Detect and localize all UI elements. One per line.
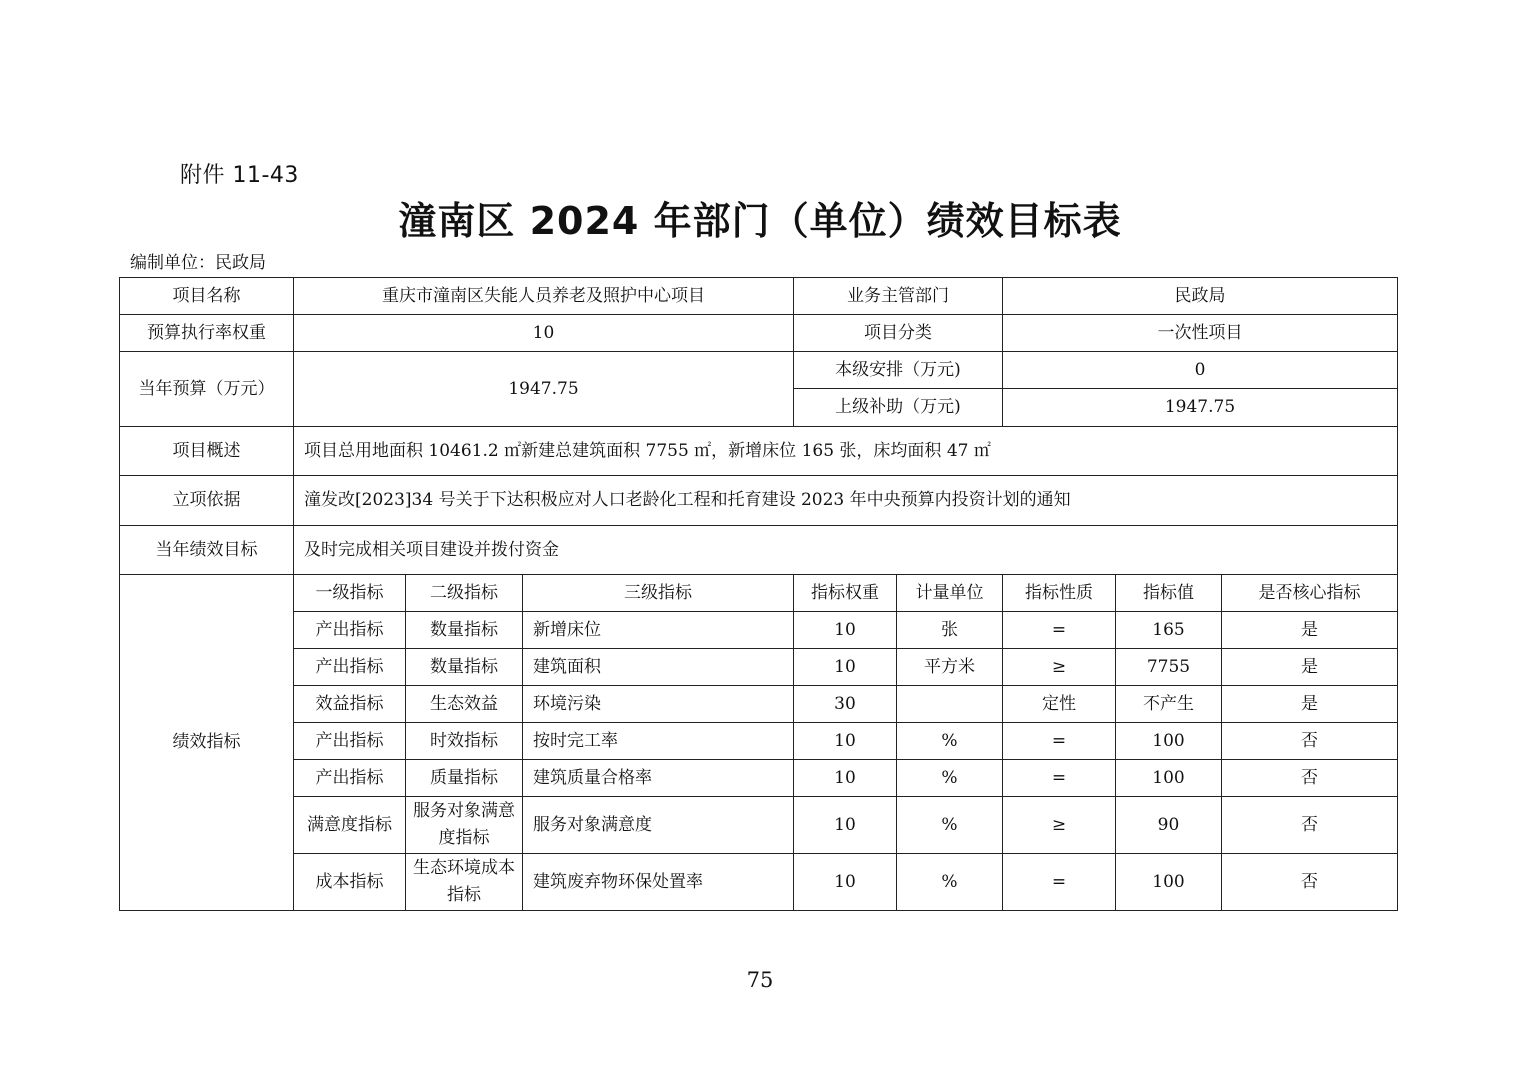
page-title: 潼南区 2024 年部门（单位）绩效目标表 [398, 199, 1122, 243]
cell-unit [897, 686, 1003, 723]
cell-level2: 服务对象满意度指标 [406, 797, 523, 854]
row-weight [120, 315, 1398, 352]
cell-level2: 数量指标 [406, 612, 523, 649]
budget-label: 当年预算（万元） [120, 352, 294, 427]
cell-level3: 环境污染 [523, 686, 794, 723]
local-label: 本级安排（万元) [794, 352, 1003, 389]
indicators-section-label: 绩效指标 [120, 575, 294, 911]
row-goal [120, 526, 1398, 575]
indicator-row [120, 723, 1398, 760]
indicator-header-row [120, 575, 1398, 612]
cell-value: 165 [1116, 612, 1222, 649]
header-unit: 计量单位 [897, 575, 1003, 612]
superior-value: 1947.75 [1003, 389, 1398, 427]
local-value: 0 [1003, 352, 1398, 389]
page-number: 75 [746, 968, 774, 992]
cell-nature: = [1003, 723, 1116, 760]
cell-core: 否 [1222, 723, 1398, 760]
cell-value: 7755 [1116, 649, 1222, 686]
cell-weight: 10 [794, 797, 897, 854]
goal-text: 及时完成相关项目建设并拨付资金 [294, 526, 1398, 575]
cell-level3: 建筑废弃物环保处置率 [523, 854, 794, 911]
budget-value: 1947.75 [294, 352, 794, 427]
category-value: 一次性项目 [1003, 315, 1398, 352]
cell-unit: 张 [897, 612, 1003, 649]
cell-unit: 平方米 [897, 649, 1003, 686]
weight-value: 10 [294, 315, 794, 352]
goal-label: 当年绩效目标 [120, 526, 294, 575]
cell-nature: = [1003, 854, 1116, 911]
cell-core: 否 [1222, 854, 1398, 911]
cell-level3: 按时完工率 [523, 723, 794, 760]
overview-text: 项目总用地面积 10461.2 ㎡新建总建筑面积 7755 ㎡，新增床位 165 张，床均面积 47 ㎡ [294, 427, 1398, 476]
cell-unit: % [897, 854, 1003, 911]
indicator-row [120, 686, 1398, 723]
cell-level1: 成本指标 [294, 854, 406, 911]
basis-text: 潼发改[2023]34 号关于下达积极应对人口老龄化工程和托育建设 2023 年中央预算内投资计划的通知 [294, 476, 1398, 526]
cell-value: 不产生 [1116, 686, 1222, 723]
indicator-row [120, 797, 1398, 854]
project-name-label: 项目名称 [120, 278, 294, 315]
cell-core: 是 [1222, 649, 1398, 686]
cell-level2: 生态效益 [406, 686, 523, 723]
row-project-name [120, 278, 1398, 315]
cell-nature: = [1003, 612, 1116, 649]
weight-label: 预算执行率权重 [120, 315, 294, 352]
indicator-row [120, 612, 1398, 649]
cell-weight: 10 [794, 612, 897, 649]
indicator-row [120, 760, 1398, 797]
cell-value: 100 [1116, 723, 1222, 760]
header-core: 是否核心指标 [1222, 575, 1398, 612]
compile-unit: 编制单位：民政局 [130, 253, 266, 273]
superior-label: 上级补助（万元) [794, 389, 1003, 427]
header-nature: 指标性质 [1003, 575, 1116, 612]
cell-nature: ≥ [1003, 649, 1116, 686]
cell-weight: 10 [794, 723, 897, 760]
cell-core: 否 [1222, 760, 1398, 797]
header-level2: 二级指标 [406, 575, 523, 612]
cell-level1: 产出指标 [294, 612, 406, 649]
cell-value: 90 [1116, 797, 1222, 854]
header-level1: 一级指标 [294, 575, 406, 612]
header-level3: 三级指标 [523, 575, 794, 612]
indicator-row [120, 854, 1398, 911]
cell-level1: 满意度指标 [294, 797, 406, 854]
cell-core: 是 [1222, 686, 1398, 723]
cell-level1: 产出指标 [294, 723, 406, 760]
cell-level3: 建筑质量合格率 [523, 760, 794, 797]
cell-level3: 建筑面积 [523, 649, 794, 686]
cell-level2: 时效指标 [406, 723, 523, 760]
row-overview [120, 427, 1398, 476]
overview-label: 项目概述 [120, 427, 294, 476]
row-basis [120, 476, 1398, 526]
cell-level3: 新增床位 [523, 612, 794, 649]
dept-label: 业务主管部门 [794, 278, 1003, 315]
cell-nature: ≥ [1003, 797, 1116, 854]
cell-unit: % [897, 760, 1003, 797]
annex-label: 附件 11-43 [180, 163, 299, 188]
dept-value: 民政局 [1003, 278, 1398, 315]
cell-level1: 产出指标 [294, 760, 406, 797]
cell-weight: 10 [794, 760, 897, 797]
cell-level1: 产出指标 [294, 649, 406, 686]
row-budget-local [120, 352, 1398, 389]
cell-core: 否 [1222, 797, 1398, 854]
header-weight: 指标权重 [794, 575, 897, 612]
cell-weight: 30 [794, 686, 897, 723]
cell-weight: 10 [794, 854, 897, 911]
cell-level2: 数量指标 [406, 649, 523, 686]
cell-unit: % [897, 723, 1003, 760]
cell-nature: 定性 [1003, 686, 1116, 723]
header-value: 指标值 [1116, 575, 1222, 612]
basis-label: 立项依据 [120, 476, 294, 526]
cell-level2: 生态环境成本指标 [406, 854, 523, 911]
cell-unit: % [897, 797, 1003, 854]
cell-level3: 服务对象满意度 [523, 797, 794, 854]
performance-table [119, 277, 1398, 911]
cell-nature: = [1003, 760, 1116, 797]
cell-level2: 质量指标 [406, 760, 523, 797]
cell-value: 100 [1116, 854, 1222, 911]
indicator-row [120, 649, 1398, 686]
cell-level1: 效益指标 [294, 686, 406, 723]
project-name: 重庆市潼南区失能人员养老及照护中心项目 [294, 278, 794, 315]
cell-value: 100 [1116, 760, 1222, 797]
cell-core: 是 [1222, 612, 1398, 649]
category-label: 项目分类 [794, 315, 1003, 352]
cell-weight: 10 [794, 649, 897, 686]
